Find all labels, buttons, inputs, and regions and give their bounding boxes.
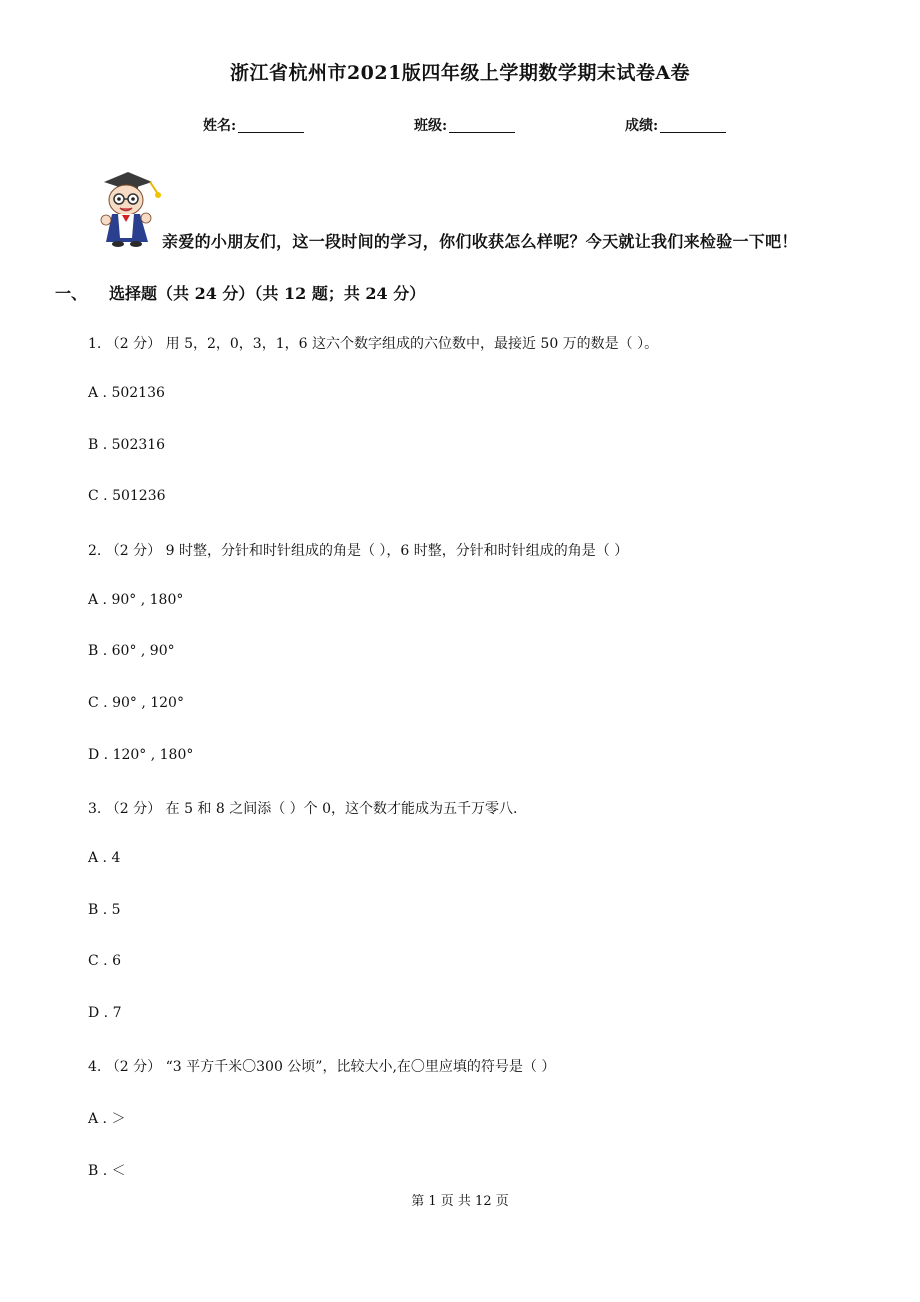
section-title: 选择题（共 24 分）（共 12 题；共 24 分） — [109, 284, 426, 303]
question-2-option-b: B . 60° , 90° — [88, 643, 175, 659]
mascot-doctor-icon — [92, 168, 166, 248]
class-label: 班级: — [414, 118, 448, 134]
question-2-option-c: C . 90° , 120° — [88, 695, 184, 711]
question-3-option-c: C . 6 — [88, 953, 121, 969]
question-1-option-c: C . 501236 — [88, 488, 166, 504]
question-1-option-a: A . 502136 — [88, 385, 165, 401]
score-field — [625, 115, 726, 135]
class-field — [414, 115, 515, 135]
question-3-text: 3. （2 分） 在 5 和 8 之间添（ ）个 0，这个数才能成为五千万零八. — [88, 801, 518, 817]
section-number: 一、 — [55, 284, 88, 303]
name-label: 姓名: — [203, 118, 237, 134]
section-heading — [55, 281, 425, 304]
question-4-option-b: B . ＜ — [88, 1163, 126, 1179]
page-footer: 第 1 页 共 12 页 — [411, 1194, 509, 1209]
name-blank — [238, 118, 304, 133]
score-blank — [660, 118, 726, 133]
question-3-option-a: A . 4 — [88, 850, 121, 866]
question-2-option-a: A . 90° , 180° — [88, 592, 184, 608]
page-title: 浙江省杭州市2021版四年级上学期数学期末试卷A卷 — [229, 62, 691, 84]
question-3-option-b: B . 5 — [88, 902, 121, 918]
name-field — [203, 115, 304, 135]
score-label: 成绩: — [625, 118, 659, 134]
question-1-option-b: B . 502316 — [88, 437, 166, 453]
question-2-text: 2. （2 分） 9 时整，分针和时针组成的角是（ ），6 时整，分针和时针组成的角是（ ） — [88, 543, 629, 559]
greeting-text: 亲爱的小朋友们，这一段时间的学习，你们收获怎么样呢？今天就让我们来检验一下吧！ — [162, 232, 798, 251]
question-3-option-d: D . 7 — [88, 1005, 122, 1021]
question-4-text: 4. （2 分） “3 平方千米〇300 公顷”，比较大小,在〇里应填的符号是（ ） — [88, 1059, 556, 1075]
question-2-option-d: D . 120° , 180° — [88, 747, 194, 763]
class-blank — [449, 118, 515, 133]
question-4-option-a: A . ＞ — [88, 1111, 126, 1127]
question-1-text: 1. （2 分） 用 5，2，0，3，1，6 这六个数字组成的六位数中，最接近 50 万的数是（ ）。 — [88, 336, 659, 352]
